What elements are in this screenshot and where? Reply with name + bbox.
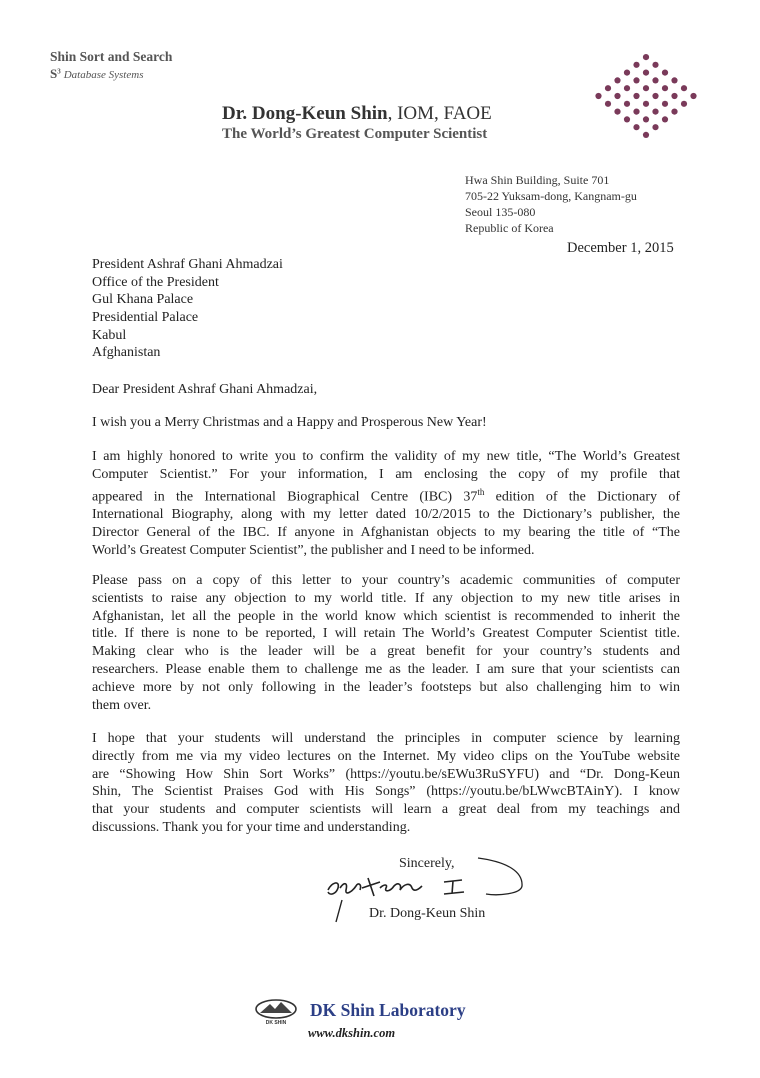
sender-address-line-4: Republic of Korea xyxy=(465,221,554,235)
logo-dot xyxy=(681,85,687,91)
company-subtitle xyxy=(50,66,143,82)
paragraph-line: are “Showing How Shin Sort Works” (https://youtu.be/sEWu3RuSYFU) and “Dr. Dong-Keun xyxy=(92,766,680,782)
paragraph-line: researchers. Please enable them to challenge me as the leader. I am sure that your scientists can xyxy=(92,661,680,677)
logo-dot xyxy=(643,85,649,91)
paragraph-line: Shin, The Scientist Praises God with His Songs” (https://youtu.be/bLWwcBTAinY). I know xyxy=(92,784,680,800)
recipient-line-1: President Ashraf Ghani Ahmadzai xyxy=(92,257,283,272)
logo-dot xyxy=(643,70,649,76)
logo-dot xyxy=(595,93,601,99)
sender-address-line-1: Hwa Shin Building, Suite 701 xyxy=(465,173,610,187)
ordinal-suffix: th xyxy=(477,486,485,497)
paragraph-line: Director General of the IBC. If anyone in Afghanistan objects to my bearing the title of “The xyxy=(92,524,680,540)
logo-dot xyxy=(614,93,620,99)
author-name: Dr. Dong-Keun Shin xyxy=(222,103,388,124)
paragraph-line: scientists to raise any objection to my world title. If any objection to my new title arises in xyxy=(92,590,680,606)
paragraph-3 xyxy=(92,730,680,837)
company-sub-text: Database Systems xyxy=(63,69,144,81)
logo-dot xyxy=(624,101,630,107)
logo-dot xyxy=(662,116,668,122)
salutation: Dear President Ashraf Ghani Ahmadzai, xyxy=(92,382,318,397)
logo-dot xyxy=(652,93,658,99)
paragraph-line: Afghanistan, let all the people in the world know which scientist is recommended to inherit the xyxy=(92,608,680,624)
logo-dot xyxy=(652,62,658,68)
author-tagline: The World’s Greatest Computer Scientist xyxy=(222,126,488,142)
logo-dot xyxy=(662,70,668,76)
lab-logo-text: DK SHIN xyxy=(265,1020,287,1026)
paragraph-line: World’s Greatest Computer Scientist”, the publisher and I need to be informed. xyxy=(92,542,535,558)
closing: Sincerely, xyxy=(399,856,455,871)
lab-name: DK Shin Laboratory xyxy=(310,1000,466,1020)
paragraph-line: achieve more by not only following in the leader’s footsteps but also challenging him to win xyxy=(92,679,680,695)
paragraph-line: that your students and computer scientists will learn a great deal from my teachings and xyxy=(92,802,680,818)
recipient-line-6: Afghanistan xyxy=(92,345,161,360)
paragraph-line: Please pass on a copy of this letter to your country’s academic communities of computer xyxy=(92,573,680,588)
logo-dot xyxy=(633,93,639,99)
recipient-line-4: Presidential Palace xyxy=(92,310,199,325)
logo-dot xyxy=(671,77,677,83)
paragraph-2 xyxy=(92,572,680,714)
logo-dot xyxy=(605,85,611,91)
logo-dot xyxy=(652,124,658,130)
author-credentials: , IOM, FAOE xyxy=(387,103,492,124)
mountain-oval-logo-icon xyxy=(254,998,298,1026)
company-name: Shin Sort and Search xyxy=(50,49,173,64)
logo-dot xyxy=(662,101,668,107)
logo-dot xyxy=(643,116,649,122)
logo-dot xyxy=(633,124,639,130)
logo-dot xyxy=(643,132,649,138)
logo-dot xyxy=(681,101,687,107)
lab-website-link[interactable]: www.dkshin.com xyxy=(308,1026,396,1040)
logo-dot xyxy=(671,93,677,99)
logo-dot xyxy=(652,109,658,115)
paragraph-line: discussions. Thank you for your time and understanding. xyxy=(92,819,411,835)
logo-dot xyxy=(614,77,620,83)
paragraph-line: Making clear who is the leader will be a great benefit for your country’s students and xyxy=(92,644,680,660)
paragraph-line: I hope that your students will understand the principles in computer science by learning xyxy=(92,731,680,746)
paragraph-line xyxy=(92,484,680,506)
logo-dot xyxy=(643,101,649,107)
logo-dot xyxy=(633,62,639,68)
logo-dot xyxy=(662,85,668,91)
logo-dot xyxy=(671,109,677,115)
author-name-line xyxy=(222,103,492,125)
logo-dot xyxy=(633,109,639,115)
recipient-line-2: Office of the President xyxy=(92,275,219,290)
paragraph-line: title. If there is none to be reported, I will retain The World’s Greatest Computer Scientist title. xyxy=(92,626,680,642)
logo-dot xyxy=(643,54,649,60)
logo-dot xyxy=(690,93,696,99)
diamond-dot-pattern-logo-icon xyxy=(590,50,702,150)
recipient-line-5: Kabul xyxy=(92,328,127,343)
paragraph-1 xyxy=(92,448,680,559)
logo-dot xyxy=(614,109,620,115)
logo-dot xyxy=(624,85,630,91)
greeting-line: I wish you a Merry Christmas and a Happy and Prosperous New Year! xyxy=(92,415,487,430)
logo-dot xyxy=(652,77,658,83)
logo-dot xyxy=(605,101,611,107)
company-sub-mark: S xyxy=(50,66,58,81)
company-sub-sup: 3 xyxy=(57,67,61,76)
logo-dot xyxy=(624,70,630,76)
paragraph-line-part: edition of the Dictionary of xyxy=(484,489,680,505)
paragraph-line: Computer Scientist.” For your information, I am enclosing the copy of my profile that xyxy=(92,466,680,482)
paragraph-line: International Biography, along with my letter dated 10/2/2015 to the Dictionary’s publisher, the xyxy=(92,507,680,523)
letter-date: December 1, 2015 xyxy=(567,240,674,256)
sender-address-line-2: 705-22 Yuksam-dong, Kangnam-gu xyxy=(465,189,637,203)
paragraph-line: them over. xyxy=(92,697,152,713)
paragraph-line: I am highly honored to write you to confirm the validity of my new title, “The World’s Greatest xyxy=(92,449,680,464)
paragraph-line-part: appeared in the International Biographical Centre (IBC) 37 xyxy=(92,489,478,505)
recipient-line-3: Gul Khana Palace xyxy=(92,292,194,307)
logo-dot xyxy=(633,77,639,83)
sender-address-line-3: Seoul 135-080 xyxy=(465,205,536,219)
logo-dot xyxy=(624,116,630,122)
signer-name: Dr. Dong-Keun Shin xyxy=(369,906,486,921)
paragraph-line: directly from me via my video lectures on the Internet. My video clips on the YouTube website xyxy=(92,748,680,764)
